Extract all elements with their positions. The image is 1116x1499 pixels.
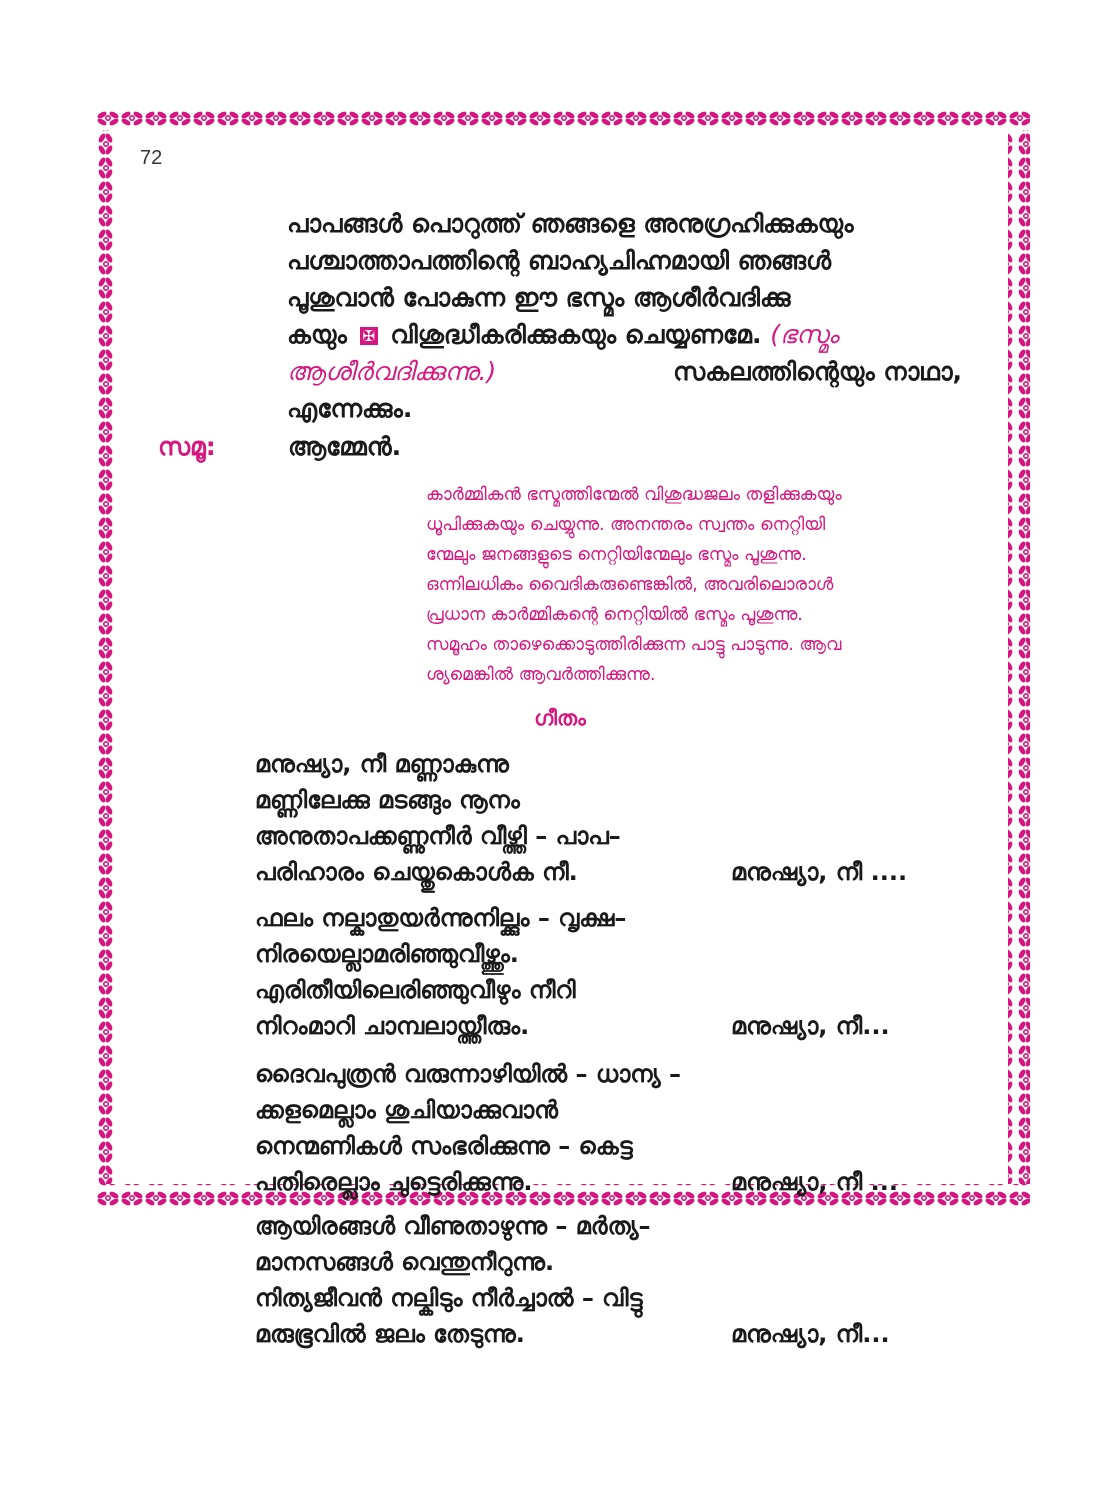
stanza-line: ക്കളമെല്ലാം ശുചിയാക്കുവാൻ [255, 1096, 559, 1124]
refrain-cue: മനുഷ്യാ, നീ... [731, 1320, 890, 1348]
stanza-line [255, 1316, 965, 1352]
song-title-text: ഗീതം [534, 706, 586, 730]
stanza-line-text: പതിരെല്ലാം ചുട്ടെരിക്കുന്നു. [255, 1168, 533, 1196]
stanza [255, 1056, 965, 1200]
rubric-line: സമൂഹം താഴെക്കൊടുത്തിരിക്കുന്ന പാട്ടു പാടുന്നു. ആവ [426, 635, 842, 655]
rubric-line: ശ്യമെങ്കിൽ ആവർത്തിക്കുന്നു. [426, 665, 656, 685]
stanza-line: എരിതീയിലെരിഞ്ഞുവീഴും നീറി [255, 976, 576, 1004]
stanza-line: ദൈവപുത്രൻ വരുന്നാഴിയിൽ – ധാന്യ – [255, 1060, 681, 1088]
stanza-line: മാനസങ്ങൾ വെന്തുനീറുന്നു. [255, 1248, 555, 1276]
prayer-line: പാപങ്ങൾ പൊറുത്ത് ഞങ്ങളെ അനുഗ്രഹിക്കുകയും [287, 209, 854, 238]
speaker-label: സമൂ: [158, 432, 216, 461]
stanza [255, 900, 965, 1044]
prayer-fragment: കയും [287, 320, 347, 349]
stanza-line: അനുതാപക്കണ്ണുനീർ വീഴ്ത്തി – പാപ– [255, 822, 621, 850]
inline-rubric: (ഭസ്മം [770, 320, 839, 349]
stanza-line-text: മരുഭൂവിൽ ജലം തേടുന്നു. [255, 1320, 525, 1348]
prayer-line: പൂശുവാൻ പോകുന്ന ഈ ഭസ്മം ആശീർവദിക്കു [287, 283, 791, 312]
refrain-cue: മനുഷ്യാ, നീ... [731, 1012, 890, 1040]
prayer-fragment: സകലത്തിന്റെയും നാഥാ, [673, 357, 962, 386]
rubric-line: പ്രധാന കാർമ്മികന്റെ നെറ്റിയിൽ ഭസ്മം പൂശുന്നു. [426, 605, 803, 625]
stanza-line: ഫലം നല്കാതുയർന്നുനില്ക്കും – വൃക്ഷ– [255, 904, 627, 932]
inline-rubric: ആശീർവദിക്കുന്നു.) [287, 357, 497, 386]
stanza-line [255, 1164, 965, 1200]
rubric-instructions [426, 480, 966, 690]
stanza [255, 1208, 965, 1352]
stanza-line: നിത്യജീവൻ നല്കിടും നീർച്ചാൽ – വിട്ടു [255, 1284, 643, 1312]
stanza-line-text: പരിഹാരം ചെയ്തുകൊൾക നീ. [255, 858, 578, 886]
prayer-line [287, 316, 962, 353]
stanza-line: മനുഷ്യാ, നീ മണ്ണാകുന്നു [255, 750, 509, 778]
stanza-line: ആയിരങ്ങൾ വീണുതാഴുന്നു – മർത്യ– [255, 1212, 651, 1240]
stanza-line [255, 1008, 965, 1044]
prayer-fragment: വിശുദ്ധീകരിക്കുകയും ചെയ്യണമേ. [390, 320, 762, 349]
rubric-line: ന്മേലും ജനങ്ങളുടെ നെറ്റിയിന്മേലും ഭസ്മം പൂശുന്നു. [426, 545, 807, 565]
rubric-line: കാർമ്മികൻ ഭസ്മത്തിന്മേൽ വിശുദ്ധജലം തളിക്കുകയും [426, 485, 842, 505]
stanza-line: നെന്മണികൾ സംഭരിക്കുന്നു – കെട്ട [255, 1132, 633, 1160]
rubric-line: ധൂപിക്കുകയും ചെയ്യുന്നു. അനന്തരം സ്വന്തം നെറ്റിയി [426, 515, 826, 535]
stanza-line [255, 854, 965, 890]
refrain-cue: മനുഷ്യാ, നീ ... [731, 1168, 898, 1196]
rubric-line: ഒന്നിലധികം വൈദികരുണ്ടെങ്കിൽ, അവരിലൊരാൾ [426, 575, 834, 595]
prayer-line: എന്നേക്കും. [287, 394, 413, 423]
page-number: 72 [140, 147, 163, 169]
stanza-line: നിരയെല്ലാമരിഞ്ഞുവീഴ്ത്തും. [255, 940, 519, 968]
cross-icon: ✠ [360, 327, 378, 345]
prayer-line: പശ്ചാത്താപത്തിന്റെ ബാഹ്യചിഹ്നമായി ഞങ്ങൾ [287, 246, 832, 275]
stanza-line: മണ്ണിലേക്കു മടങ്ങും നൂനം [255, 786, 520, 814]
stanza [255, 746, 965, 890]
prayer-paragraph [287, 205, 962, 427]
song-title [0, 706, 1116, 731]
stanza-line-text: നിറംമാറി ചാമ്പലായ്ത്തീരും. [255, 1012, 530, 1040]
refrain-cue: മനുഷ്യാ, നീ .... [731, 858, 908, 886]
prayer-line [287, 353, 962, 390]
response-text: ആമ്മേൻ. [288, 432, 402, 461]
